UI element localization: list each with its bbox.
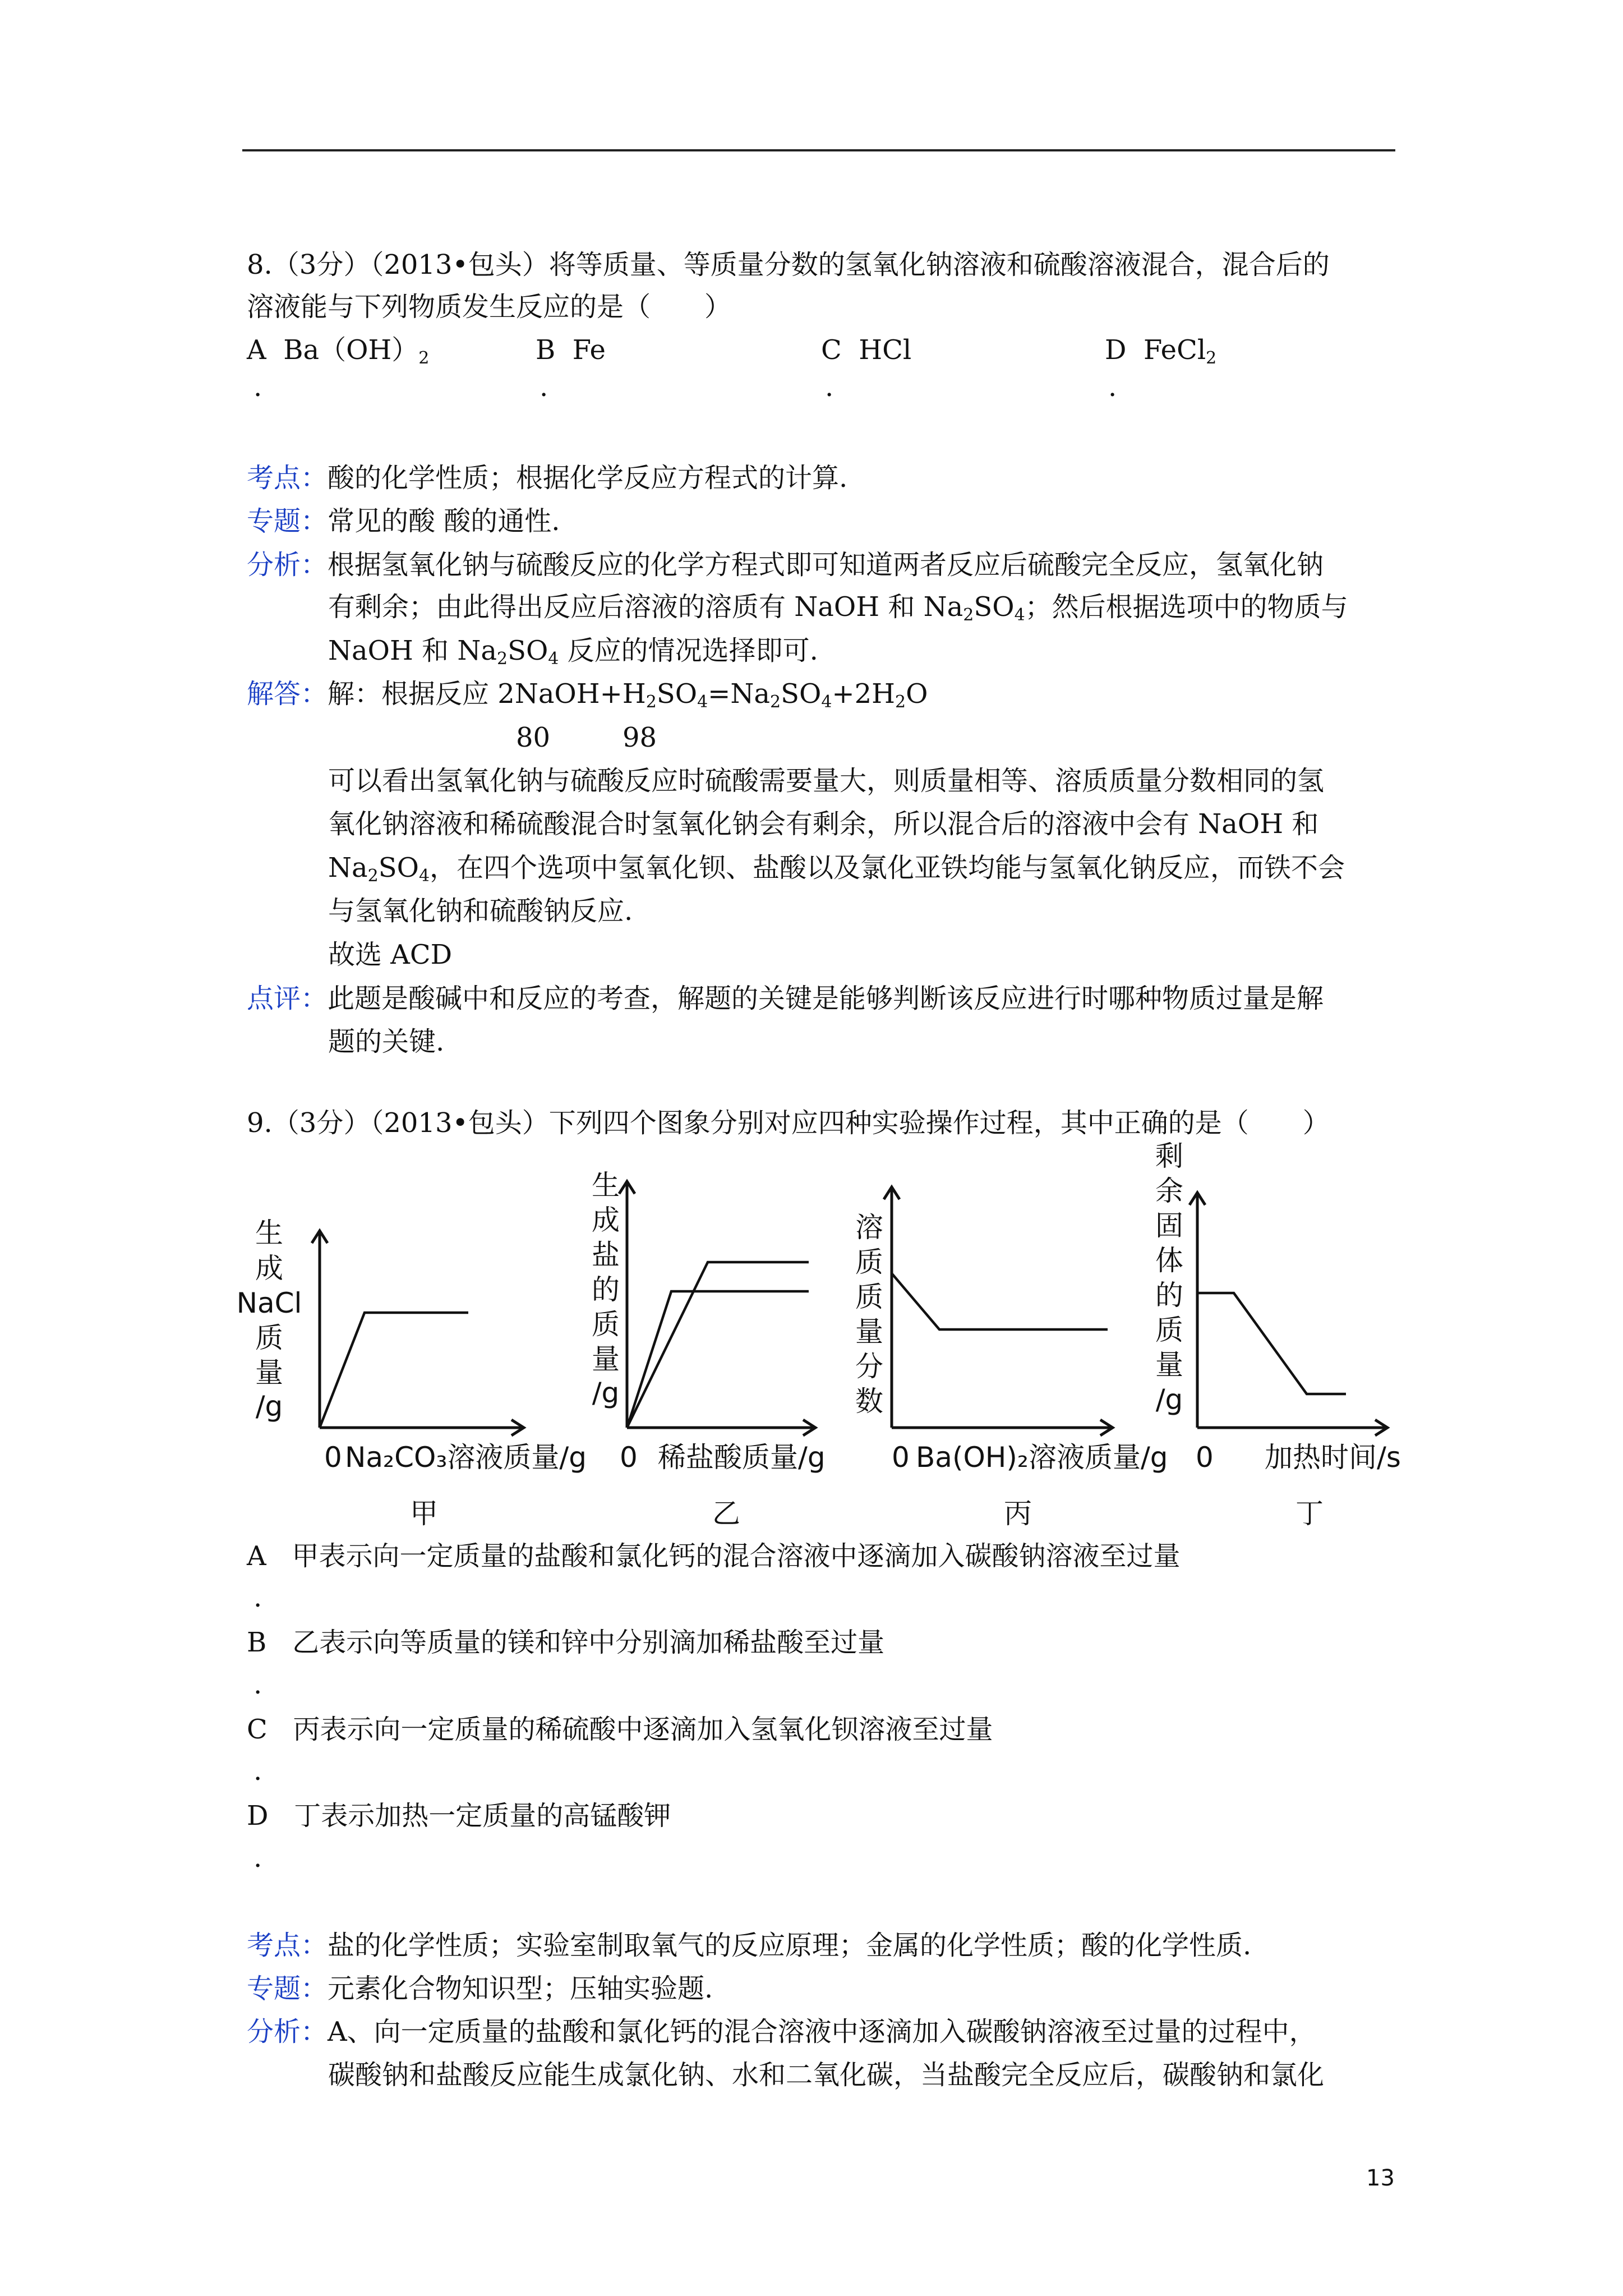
graph-yi-ylabel-2: 成 — [592, 1204, 620, 1236]
graph-ding-ylabel-1: 剩 — [1155, 1140, 1183, 1172]
graph-jia-xlabel: Na₂CO₃溶液质量/g — [345, 1441, 587, 1474]
graph-bing-ylabel-4: 量 — [855, 1315, 883, 1348]
graph-bing-name: 丙 — [1004, 1497, 1032, 1530]
graph-bing-x-axis — [892, 1420, 1113, 1435]
q9-kaodian: 考点：盐的化学性质；实验室制取氧气的反应原理；金属的化学性质；酸的化学性质. — [247, 1930, 1252, 1961]
q8-jieda-line4: 与氢氧化钠和硫酸钠反应. — [328, 895, 633, 927]
q8-dianping-line1: 点评：此题是酸碱中和反应的考查，解题的关键是能够判断该反应进行时哪种物质过量是解 — [247, 983, 1324, 1014]
q8-mass-h2so4: 98 — [623, 722, 657, 753]
q8-jieda-line1: 可以看出氢氧化钠与硫酸反应时硫酸需要量大，则质量相等、溶质质量分数相同的氢 — [328, 765, 1325, 797]
graph-bing-ylabel-2: 质 — [855, 1246, 883, 1278]
graph-ding-y-axis — [1189, 1193, 1205, 1428]
graph-ding-ylabel-2: 余 — [1155, 1175, 1183, 1207]
q8-option-c-dot: . — [825, 371, 834, 403]
graph-bing-ylabel-5: 分 — [855, 1350, 883, 1383]
q9-option-b[interactable]: B 乙表示向等质量的镁和锌中分别滴加稀盐酸至过量 — [247, 1627, 885, 1658]
q8-option-b[interactable]: B Fe — [536, 334, 606, 366]
graph-jia-ylabel-6: /g — [255, 1390, 283, 1423]
q8-fenxi-line1: 分析：根据氢氧化钠与硫酸反应的化学方程式即可知道两者反应后硫酸完全反应，氢氧化钠 — [247, 549, 1324, 581]
q8-option-c[interactable]: C HCl — [821, 334, 912, 366]
q8-dianping-line2: 题的关键. — [328, 1026, 445, 1057]
q9-option-b-dot: . — [253, 1669, 262, 1700]
graph-bing-y-axis — [884, 1187, 900, 1428]
graph-bing-origin: 0 — [892, 1441, 910, 1474]
graph-bing-curve — [892, 1273, 1108, 1329]
graph-ding-curve — [1197, 1293, 1346, 1394]
graph-jia-curve — [320, 1313, 468, 1428]
q8-option-a-dot: . — [253, 371, 262, 403]
graph-yi-x-axis — [627, 1420, 815, 1435]
q8-kaodian: 考点：酸的化学性质；根据化学反应方程式的计算. — [247, 462, 848, 494]
graph-bing-ylabel-3: 质 — [855, 1281, 883, 1313]
header-rule — [242, 149, 1395, 151]
graph-jia-ylabel-3: NaCl — [236, 1287, 302, 1319]
graph-ding-ylabel-6: 质 — [1155, 1314, 1183, 1346]
q8-jieda-line3: $Na_2SO_4$，在四个选项中氢氧化钡、盐酸以及氯化亚铁均能与氢氧化钠反应，而铁不会 — [328, 852, 1345, 886]
q9-option-d[interactable]: D 丁表示加热一定质量的高锰酸钾 — [247, 1800, 671, 1832]
graph-yi-ylabel-4: 的 — [592, 1273, 620, 1306]
graph-jia-ylabel-5: 量 — [255, 1356, 283, 1389]
graph-ding-ylabel-4: 体 — [1155, 1244, 1183, 1277]
graph-bing — [855, 1187, 1168, 1530]
q8-stem-line2: 溶液能与下列物质发生反应的是（ ） — [247, 291, 732, 323]
graph-yi-origin: 0 — [620, 1441, 638, 1474]
graph-bing-ylabel-6: 数 — [855, 1385, 883, 1418]
graph-yi-ylabel-5: 质 — [592, 1308, 620, 1341]
q8-option-d[interactable]: D FeCl$_2$ — [1105, 334, 1217, 368]
q8-fenxi-line3: NaOH 和 $Na_2SO_4$ 反应的情况选择即可. — [328, 635, 818, 669]
graph-jia-ylabel-1: 生 — [255, 1217, 283, 1249]
q9-option-d-dot: . — [253, 1842, 262, 1874]
q9-option-a[interactable]: A 甲表示向一定质量的盐酸和氯化钙的混合溶液中逐滴加入碳酸钠溶液至过量 — [247, 1540, 1181, 1572]
graph-yi-ylabel-1: 生 — [592, 1169, 620, 1202]
graph-yi-ylabel-7: /g — [592, 1377, 620, 1409]
graph-jia — [237, 1217, 587, 1530]
q9-graphs — [236, 1140, 1430, 1554]
graph-yi-ylabel-6: 量 — [592, 1343, 620, 1375]
q8-option-a[interactable]: A $Ba(OH)_2$ — [247, 334, 430, 368]
q8-jieda-line2: 氧化钠溶液和稀硫酸混合时氢氧化钠会有剩余，所以混合后的溶液中会有 NaOH 和 — [328, 808, 1319, 840]
page-number: 13 — [1366, 2165, 1395, 2191]
graph-ding-ylabel-7: 量 — [1155, 1349, 1183, 1381]
graph-ding-name: 丁 — [1295, 1497, 1324, 1530]
graph-yi-y-axis — [619, 1181, 635, 1428]
graph-jia-ylabel-4: 质 — [255, 1322, 283, 1354]
q8-stem-line1: 8.（3分）（2013•包头）将等质量、等质量分数的氢氧化钠溶液和硫酸溶液混合，混合后的 — [247, 249, 1330, 280]
q9-stem: 9.（3分）（2013•包头）下列四个图象分别对应四种实验操作过程，其中正确的是（ ） — [247, 1107, 1330, 1139]
graph-jia-origin: 0 — [324, 1441, 342, 1474]
q8-jieda-line5: 故选 ACD — [328, 939, 453, 970]
graph-jia-x-axis — [320, 1420, 524, 1435]
graph-yi-curve-1 — [627, 1291, 809, 1428]
graph-bing-ylabel-1: 溶 — [855, 1211, 883, 1244]
graph-ding — [1155, 1140, 1401, 1530]
q8-zhuanti: 专题：常见的酸 酸的通性. — [247, 505, 560, 537]
q8-option-d-dot: . — [1108, 371, 1117, 403]
q8-mass-naoh: 80 — [516, 722, 551, 753]
graph-ding-xlabel: 加热时间/s — [1265, 1441, 1401, 1474]
graph-jia-name: 甲 — [410, 1497, 438, 1530]
graph-yi — [592, 1169, 826, 1530]
graph-jia-ylabel-2: 成 — [255, 1252, 283, 1285]
q9-option-a-dot: . — [253, 1582, 262, 1613]
q9-fenxi-line2: 碳酸钠和盐酸反应能生成氯化钠、水和二氧化碳，当盐酸完全反应后，碳酸钠和氯化 — [328, 2059, 1325, 2091]
q9-zhuanti: 专题：元素化合物知识型；压轴实验题. — [247, 1973, 713, 2004]
graph-ding-ylabel-8: /g — [1155, 1383, 1183, 1416]
graph-ding-origin: 0 — [1196, 1441, 1214, 1474]
graph-ding-ylabel-3: 固 — [1155, 1209, 1183, 1242]
q9-option-c-dot: . — [253, 1755, 262, 1787]
q9-fenxi-line1: 分析：A、向一定质量的盐酸和氯化钙的混合溶液中逐滴加入碳酸钠溶液至过量的过程中， — [247, 2016, 1316, 2047]
q9-option-c[interactable]: C 丙表示向一定质量的稀硫酸中逐滴加入氢氧化钡溶液至过量 — [247, 1714, 993, 1745]
graph-ding-x-axis — [1197, 1420, 1387, 1435]
graph-jia-y-axis — [312, 1231, 328, 1428]
graph-bing-xlabel: Ba(OH)₂溶液质量/g — [916, 1441, 1168, 1474]
graph-ding-ylabel-5: 的 — [1155, 1279, 1183, 1312]
q8-fenxi-line2: 有剩余；由此得出反应后溶液的溶质有 NaOH 和 $Na_2SO_4$；然后根据选项中的物质与 — [328, 591, 1348, 625]
q8-option-b-dot: . — [540, 371, 548, 403]
graph-yi-ylabel-3: 盐 — [592, 1239, 620, 1271]
graph-yi-name: 乙 — [712, 1497, 740, 1530]
graph-yi-xlabel: 稀盐酸质量/g — [658, 1441, 826, 1474]
q8-jieda-equation: 解答：解：根据反应 $2NaOH+H_2SO_4=Na_2SO_4+2H_2O$ — [247, 678, 928, 712]
